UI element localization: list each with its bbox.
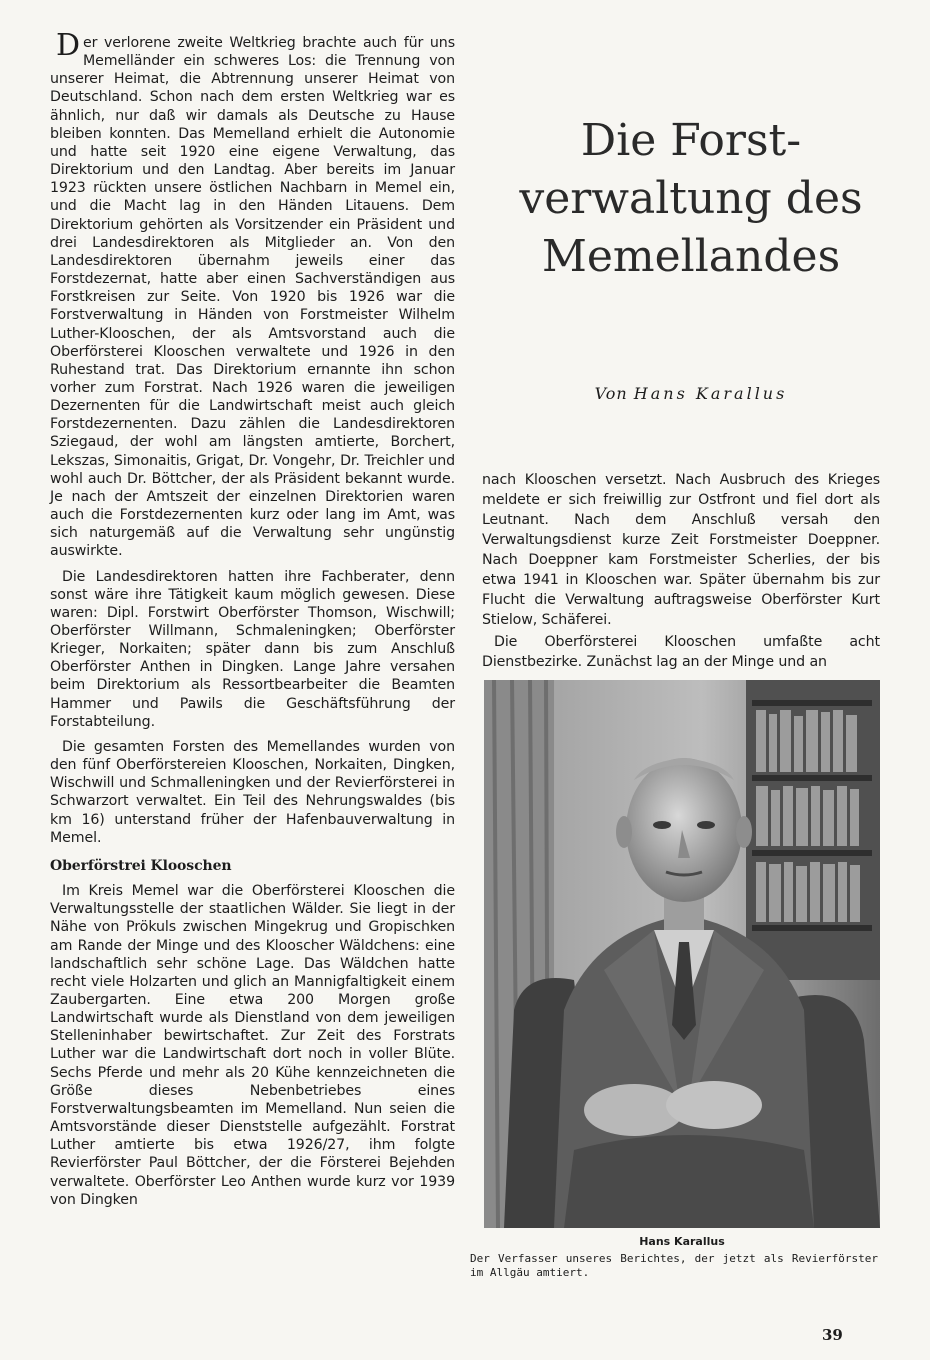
byline bbox=[482, 384, 900, 403]
article-title bbox=[482, 112, 900, 286]
author-photo bbox=[484, 680, 880, 1228]
right-text-column bbox=[482, 470, 880, 672]
paragraph-intro-text: er verlorene zweite Weltkrieg brachte auch für uns Memelländer ein schweres Los: die Trennung von unserer Heimat, die Abtrennung unserer Heimat von Deutschland. Schon nach dem ersten Weltkrieg war es ähnlich, nur daß wir damals als Deutsche zu Hause bleiben konnten. Das Memelland erhielt die Autonomie und hatte seit 1920 eine eigene Verwaltung, das Direktorium und den Landtag. Aber bereits im Januar 1923 rückten unsere östlichen Nachbarn in Memel ein, und die Macht lag in den Händen Litauens. Dem Direktorium gehörten als Vorsitzender ein Präsident und drei Landesdirektoren als Mitglieder an. Von den Landesdirektoren übernahm jeweils einer das Forstdezernat, hatte aber einen Sachverständigen aus Forstkreisen zur Seite. Von 1920 bis 1926 war die Forstverwaltung in Händen von Forstmeister Wilhelm Luther-Klooschen, der als Amtsvorstand auch die Oberförsterei Klooschen verwaltete und 1926 in den Ruhestand trat. Das Direktorium ernannte ihn schon vorher zum Forstrat. Nach 1926 waren die jeweiligen Dezernenten für die Landwirtschaft meist auch gleich Forstdezernenten. Dazu zählen die Landesdirektoren Sziegaud, der wohl am längsten amtierte, Borchert, Lekszas, Simonaitis, Grigat, Dr. Vongehr, Dr. Treichler und wohl auch Dr. Böttcher, der als Präsident bekannt wurde. Je nach der Amtszeit der einzelnen Direktorien waren auch die Forstdezernenten kurz oder lang im Amt, was sich naturgemäß auf die Verwaltung sehr ungünstig auswirkte. bbox=[50, 35, 455, 560]
paragraph-klooschen: Im Kreis Memel war die Oberförsterei Klooschen die Verwaltungsstelle der staatlichen Wälder. Sie liegt in der Nähe von Prökuls zwischen Mingekrug und Gropischken am Rande der Minge und des Klooscher Wäldchens: eine landschaftlich sehr schöne Lage. Das Wäldchen hatte recht viele Holzarten und glich an Mannigfaltigkeit einem Zaubergarten. Eine etwa 200 Morgen große Landwirtschaft wurde als Dienstland von dem jeweiligen Stelleninhaber bewirtschaftet. Zur Zeit des Forstrats Luther war die Landwirtschaft dort noch in voller Blüte. Sechs Pferde und mehr als 20 Kühe kennzeichneten die Größe dieses Nebenbetriebes eines Forstverwaltungsbeamten im Memelland. Nun seien die Amtsvorstände dieser Dienststelle aufgezählt. Forstrat Luther amtierte bis etwa 1926/27, ihm folgte Revierförster Paul Böttcher, der die Försterei Bejehden verwaltete. Oberförster Leo Anthen wurde kurz vor 1939 von Dingken bbox=[50, 883, 455, 1208]
dropcap-letter: D bbox=[56, 28, 80, 63]
paragraph-fachberater: Die Landesdirektoren hatten ihre Fachberater, denn sonst wäre ihre Tätigkeit kaum möglich gewesen. Diese waren: Dipl. Forstwirt Oberförster Thomson, Wischwill; Oberförster Willmann, Schmaleningken; Oberförster Krieger, Norkaiten; später dann bis zum Anschluß Oberförster Anthen in Dingken. Lange Jahre versahen beim Direktorium als Ressortbearbeiter die Beamten Hammer und Pawils die Geschäftsführung der Forstabteilung. bbox=[50, 568, 455, 730]
byline-author: Hans Karallus bbox=[633, 384, 788, 403]
paragraph-dienstbezirke: Die Oberförsterei Klooschen umfaßte acht Dienstbezirke. Zunächst lag an der Minge und an bbox=[482, 634, 880, 670]
title-line-1: Die Forst- bbox=[580, 115, 802, 166]
paragraph-forsten: Die gesamten Forsten des Memellandes wurden von den fünf Oberförstereien Klooschen, Norkaiten, Dingken, Wischwill und Schmalleningken und der Revierförsterei in Schwarzort verwaltet. Ein Teil des Nehrungswaldes (bis km 16) unterstand früher der Hafenbauverwaltung in Memel. bbox=[50, 738, 455, 846]
left-text-column bbox=[50, 28, 455, 1209]
photo-caption-name: Hans Karallus bbox=[639, 1235, 725, 1248]
photo-caption-text: Der Verfasser unseres Berichtes, der jetzt als Revierförster im Allgäu amtiert. bbox=[470, 1252, 878, 1279]
byline-prefix: Von bbox=[594, 384, 628, 403]
paragraph-continuation: nach Klooschen versetzt. Nach Ausbruch des Krieges meldete er sich freiwillig zur Ostfront und fiel dort als Leutnant. Nach dem Anschluß versah den Verwaltungsdienst kurze Zeit Forstmeister Doeppner. Nach Doeppner kam Forstmeister Scherlies, der bis etwa 1941 in Klooschen war. Später übernahm bis zur Flucht die Verwaltung auftragsweise Oberförster Kurt Stielow, Schäferei. bbox=[482, 472, 880, 628]
title-line-3: Memellandes bbox=[541, 231, 841, 282]
paragraph-intro bbox=[50, 28, 455, 561]
title-line-2: verwaltung des bbox=[519, 173, 863, 224]
portrait-illustration bbox=[484, 680, 880, 1228]
page-number: 39 bbox=[822, 1326, 843, 1344]
section-heading-klooschen: Oberförstrei Klooschen bbox=[50, 857, 232, 874]
